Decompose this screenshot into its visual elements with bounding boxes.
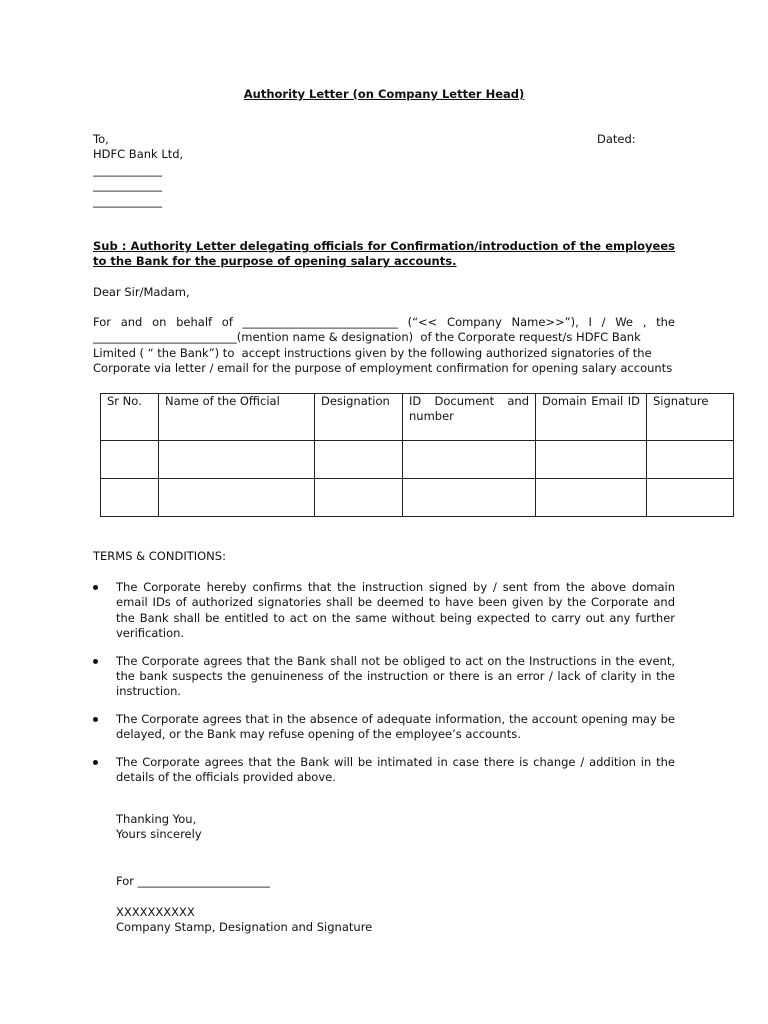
table-cell[interactable] [647, 441, 734, 479]
list-item [93, 755, 675, 786]
list-item [93, 654, 675, 700]
table-cell[interactable] [536, 479, 647, 517]
bullet-icon [93, 760, 98, 765]
table-cell[interactable] [101, 441, 159, 479]
table-cell[interactable] [536, 441, 647, 479]
terms-heading: TERMS & CONDITIONS: [93, 549, 226, 563]
address-blank-line: ____________ [93, 178, 162, 193]
table-cell[interactable] [647, 479, 734, 517]
table-cell[interactable] [403, 441, 536, 479]
salutation: Dear Sir/Madam, [93, 285, 190, 299]
table-header-row [101, 394, 734, 441]
page-title: Authority Letter (on Company Letter Head) [243, 87, 525, 101]
table-cell[interactable] [403, 479, 536, 517]
closing-block [116, 812, 202, 843]
dated-label: Dated: [597, 132, 636, 146]
signature-placeholder: XXXXXXXXXX [116, 905, 195, 919]
table-cell[interactable] [159, 479, 315, 517]
table-cell[interactable] [315, 479, 403, 517]
column-header-domain-email: Domain Email ID [536, 394, 647, 441]
signature-block [116, 905, 372, 936]
paragraph-line: For and on behalf of ___________________________ (“<< Company Name>>”), I / We , the [93, 315, 675, 329]
bullet-icon [93, 585, 98, 590]
bullet-icon [93, 659, 98, 664]
term-text: The Corporate agrees that the Bank will be intimated in case there is change / addition in the details of the officials provided above. [116, 754, 675, 785]
term-text: The Corporate agrees that the Bank shall not be obliged to act on the Instructions in the event, the bank suspects the genuineness of the instruction or there is an error / lack of clarity in the instruction. [116, 653, 675, 699]
table-cell[interactable] [101, 479, 159, 517]
table-cell[interactable] [315, 441, 403, 479]
term-text: The Corporate agrees that in the absence of adequate information, the account opening may be delayed, or the Bank may refuse opening of the employee’s accounts. [116, 711, 675, 742]
column-header-name: Name of the Official [159, 394, 315, 441]
paragraph-line: Limited ( “ the Bank”) to accept instructions given by the following authorized signatories of the [93, 345, 652, 360]
signature-caption: Company Stamp, Designation and Signature [116, 920, 373, 935]
table-cell[interactable] [159, 441, 315, 479]
body-paragraph [93, 315, 675, 377]
list-item [93, 580, 675, 642]
to-label: To, [93, 132, 109, 146]
paragraph-line: _________________________(mention name & designation) of the Corporate request/s HDFC Bank [93, 330, 641, 345]
addressee-block [93, 132, 183, 209]
list-item [93, 712, 675, 743]
bank-name: HDFC Bank Ltd, [93, 147, 184, 162]
paragraph-line: Corporate via letter / email for the purpose of employment confirmation for opening salary accounts [93, 361, 673, 376]
address-blank-line: ____________ [93, 162, 162, 177]
column-header-signature: Signature [647, 394, 734, 441]
column-header-id-document: ID Document and number [403, 394, 536, 441]
column-header-sr-no: Sr No. [101, 394, 159, 441]
address-blank-line: ____________ [93, 193, 162, 208]
for-signature-line: For _______________________ [116, 874, 270, 888]
closing-thanks: Thanking You, [116, 812, 197, 826]
closing-yours: Yours sincerely [116, 827, 202, 842]
terms-list [93, 580, 675, 797]
table-row [101, 479, 734, 517]
term-text: The Corporate hereby confirms that the instruction signed by / sent from the above domain email IDs of authorized signatories shall be deemed to have been given by the Corporate and the Bank shall be entitled to act on the same without being expected to carry out any further verification. [116, 580, 675, 641]
table-row [101, 441, 734, 479]
officials-table [100, 393, 734, 517]
column-header-designation: Designation [315, 394, 403, 441]
bullet-icon [93, 717, 98, 722]
subject-line: Sub : Authority Letter delegating officials for Confirmation/introduction of the employees to the Bank for the purpose of opening salary accounts. [93, 239, 675, 269]
